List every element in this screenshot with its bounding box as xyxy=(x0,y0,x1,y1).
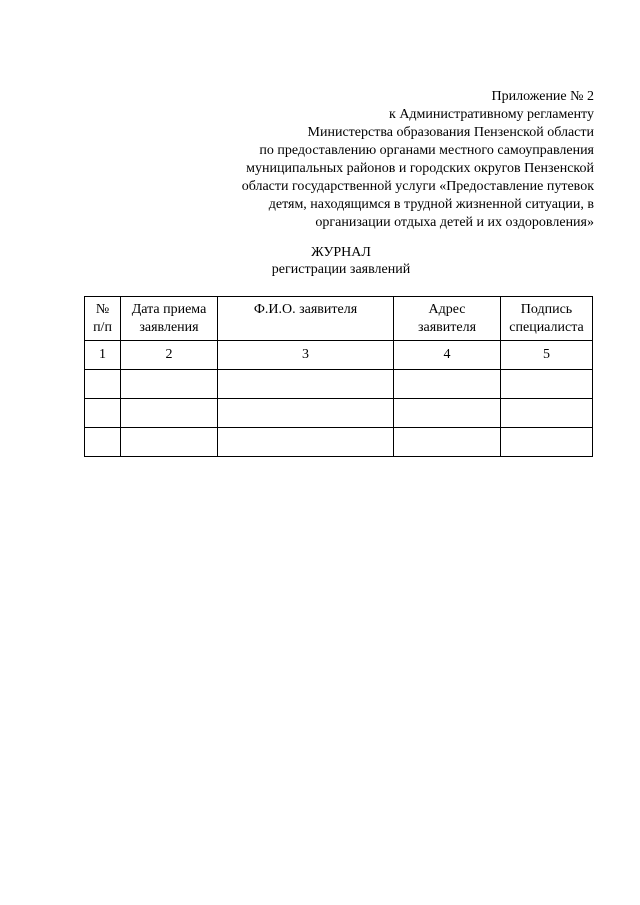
table-cell: 4 xyxy=(394,341,501,370)
table-numbering-row xyxy=(85,341,593,370)
table-row xyxy=(85,370,593,399)
appendix-line: области государственной услуги «Предоставление путевок xyxy=(241,179,594,194)
table-cell xyxy=(501,370,593,399)
table-cell xyxy=(85,399,121,428)
table-header-row xyxy=(85,297,593,341)
appendix-line: детям, находящимся в трудной жизненной ситуации, в xyxy=(268,197,594,212)
table-cell xyxy=(218,428,394,457)
header-name: Ф.И.О. заявителя xyxy=(218,297,394,341)
table-cell: 3 xyxy=(218,341,394,370)
table-cell xyxy=(121,399,218,428)
appendix-block xyxy=(174,88,594,232)
appendix-line: Министерства образования Пензенской области xyxy=(307,125,594,140)
journal-subtitle: регистрации заявлений xyxy=(271,262,411,277)
header-address: Адрес заявителя xyxy=(394,297,501,341)
table-cell xyxy=(121,370,218,399)
table-cell xyxy=(121,428,218,457)
table-cell xyxy=(218,370,394,399)
table-cell xyxy=(85,370,121,399)
appendix-line: к Административному регламенту xyxy=(389,107,594,122)
table-cell xyxy=(501,399,593,428)
table-row xyxy=(85,399,593,428)
registration-table xyxy=(84,296,593,457)
table-row xyxy=(85,428,593,457)
table-cell: 5 xyxy=(501,341,593,370)
table-cell: 2 xyxy=(121,341,218,370)
appendix-line: Приложение № 2 xyxy=(491,89,594,104)
table-cell xyxy=(501,428,593,457)
appendix-line: по предоставлению органами местного самоуправления xyxy=(259,143,594,158)
appendix-line: муниципальных районов и городских округов Пензенской xyxy=(246,161,594,176)
table-cell xyxy=(218,399,394,428)
header-number: № п/п xyxy=(85,297,121,341)
table-cell xyxy=(394,399,501,428)
table-cell xyxy=(394,370,501,399)
appendix-line: организации отдыха детей и их оздоровления» xyxy=(315,215,594,230)
header-signature: Подпись специалиста xyxy=(501,297,593,341)
table-cell xyxy=(85,428,121,457)
table-cell xyxy=(394,428,501,457)
header-date: Дата приема заявления xyxy=(121,297,218,341)
table-cell: 1 xyxy=(85,341,121,370)
journal-title: ЖУРНАЛ xyxy=(311,245,371,260)
